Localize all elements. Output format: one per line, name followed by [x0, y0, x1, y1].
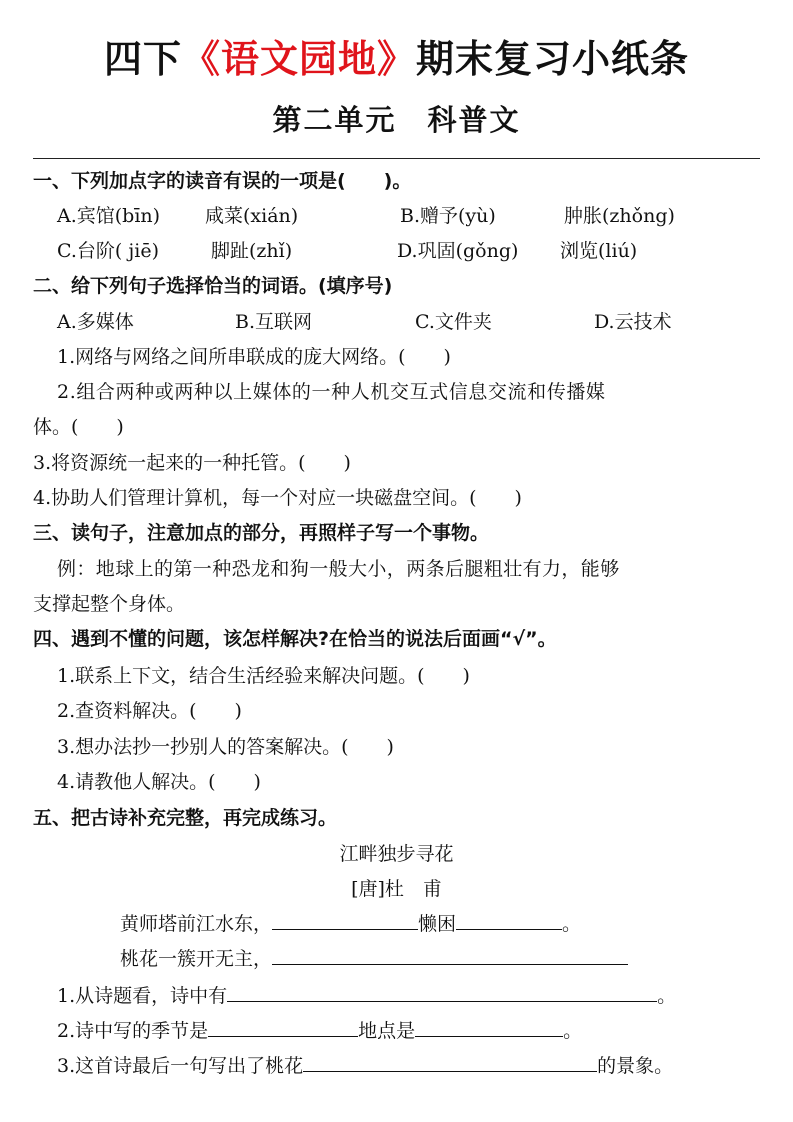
q5-exercise-3-blank[interactable]	[303, 1053, 597, 1072]
q3-example-line1: 例：地球上的第一种恐龙和狗一般大小，两条后腿粗壮有力，能够	[57, 558, 620, 580]
q2-choice-a: A.多媒体	[57, 311, 134, 333]
title-prefix: 四下	[103, 37, 182, 81]
q4-heading: 四、遇到不懂的问题，该怎样解决?在恰当的说法后面画“√”。	[33, 628, 557, 650]
q1-option-c-second: 脚趾(zhǐ)	[211, 240, 293, 262]
q5-exercise-2-text-b: 地点是	[358, 1020, 416, 1042]
q1-option-b: B.赠予(yù)	[400, 205, 496, 227]
poem-line-1-end: 。	[562, 913, 582, 935]
q2-choice-d: D.云技术	[594, 311, 672, 333]
q4-item-2: 2.查资料解决。( )	[57, 700, 242, 722]
title-highlight: 《语文园地》	[181, 37, 416, 81]
title-suffix: 期末复习小纸条	[416, 37, 690, 81]
poem-title: 江畔独步寻花	[339, 843, 454, 865]
q2-item-4: 4.协助人们管理计算机，每一个对应一块磁盘空间。( )	[33, 487, 522, 509]
poem-line-1	[120, 909, 581, 936]
q2-choice-c: C.文件夹	[415, 311, 492, 333]
q2-item-1: 1.网络与网络之间所串联成的庞大网络。( )	[57, 346, 451, 368]
poem-blank-1[interactable]	[272, 911, 418, 930]
q2-choice-b: B.互联网	[235, 311, 313, 333]
q3-heading: 三、读句子，注意加点的部分，再照样子写一个事物。	[33, 522, 490, 544]
q1-option-b-second: 肿胀(zhǒng)	[564, 205, 675, 227]
q1-option-a: A.宾馆(bīn)	[57, 205, 161, 227]
poem-line-2-text: 桃花一簇开无主，	[120, 948, 273, 970]
poem-line-2	[120, 944, 628, 971]
poem-blank-2[interactable]	[456, 911, 562, 930]
page-title	[0, 28, 793, 83]
q5-exercise-3-end: 的景象。	[597, 1055, 674, 1077]
q1-heading: 一、下列加点字的读音有误的一项是( )。	[33, 170, 412, 192]
q5-heading: 五、把古诗补充完整，再完成练习。	[33, 807, 338, 829]
q1-option-c: C.台阶( jiē)	[57, 240, 159, 262]
q5-exercise-3-text: 3.这首诗最后一句写出了桃花	[57, 1055, 304, 1077]
page-subtitle: 第二单元 科普文	[272, 103, 521, 137]
q4-item-4: 4.请教他人解决。( )	[57, 771, 261, 793]
q5-exercise-2-blank-1[interactable]	[208, 1018, 358, 1037]
q5-exercise-1-text: 1.从诗题看，诗中有	[57, 985, 228, 1007]
poem-author: [唐]杜 甫	[351, 878, 442, 900]
q1-option-a-second: 咸菜(xián)	[205, 205, 299, 227]
q5-exercise-2	[57, 1016, 582, 1043]
q1-option-d: D.巩固(gǒng)	[397, 240, 519, 262]
q5-exercise-2-blank-2[interactable]	[415, 1018, 563, 1037]
q2-item-2-cont: 体。( )	[33, 416, 124, 438]
poem-blank-3[interactable]	[272, 946, 628, 965]
q2-heading: 二、给下列句子选择恰当的词语。(填序号)	[33, 275, 393, 297]
q5-exercise-2-end: 。	[563, 1020, 583, 1042]
q5-exercise-1-blank[interactable]	[227, 983, 657, 1002]
q5-exercise-1-end: 。	[657, 985, 677, 1007]
q2-item-3: 3.将资源统一起来的一种托管。( )	[33, 452, 351, 474]
q2-item-2: 2.组合两种或两种以上媒体的一种人机交互式信息交流和传播媒	[57, 381, 606, 403]
q3-example-line2: 支撑起整个身体。	[33, 593, 186, 615]
q4-item-3: 3.想办法抄一抄别人的答案解决。( )	[57, 736, 394, 758]
q5-exercise-2-text: 2.诗中写的季节是	[57, 1020, 209, 1042]
poem-line-1-text: 黄师塔前江水东，	[120, 913, 273, 935]
q5-exercise-1	[57, 981, 676, 1008]
q4-item-1: 1.联系上下文，结合生活经验来解决问题。( )	[57, 665, 470, 687]
poem-line-1-text-b: 懒困	[418, 913, 457, 935]
q1-option-d-second: 浏览(liú)	[560, 240, 638, 262]
header-divider	[33, 158, 760, 159]
q5-exercise-3	[57, 1051, 673, 1078]
